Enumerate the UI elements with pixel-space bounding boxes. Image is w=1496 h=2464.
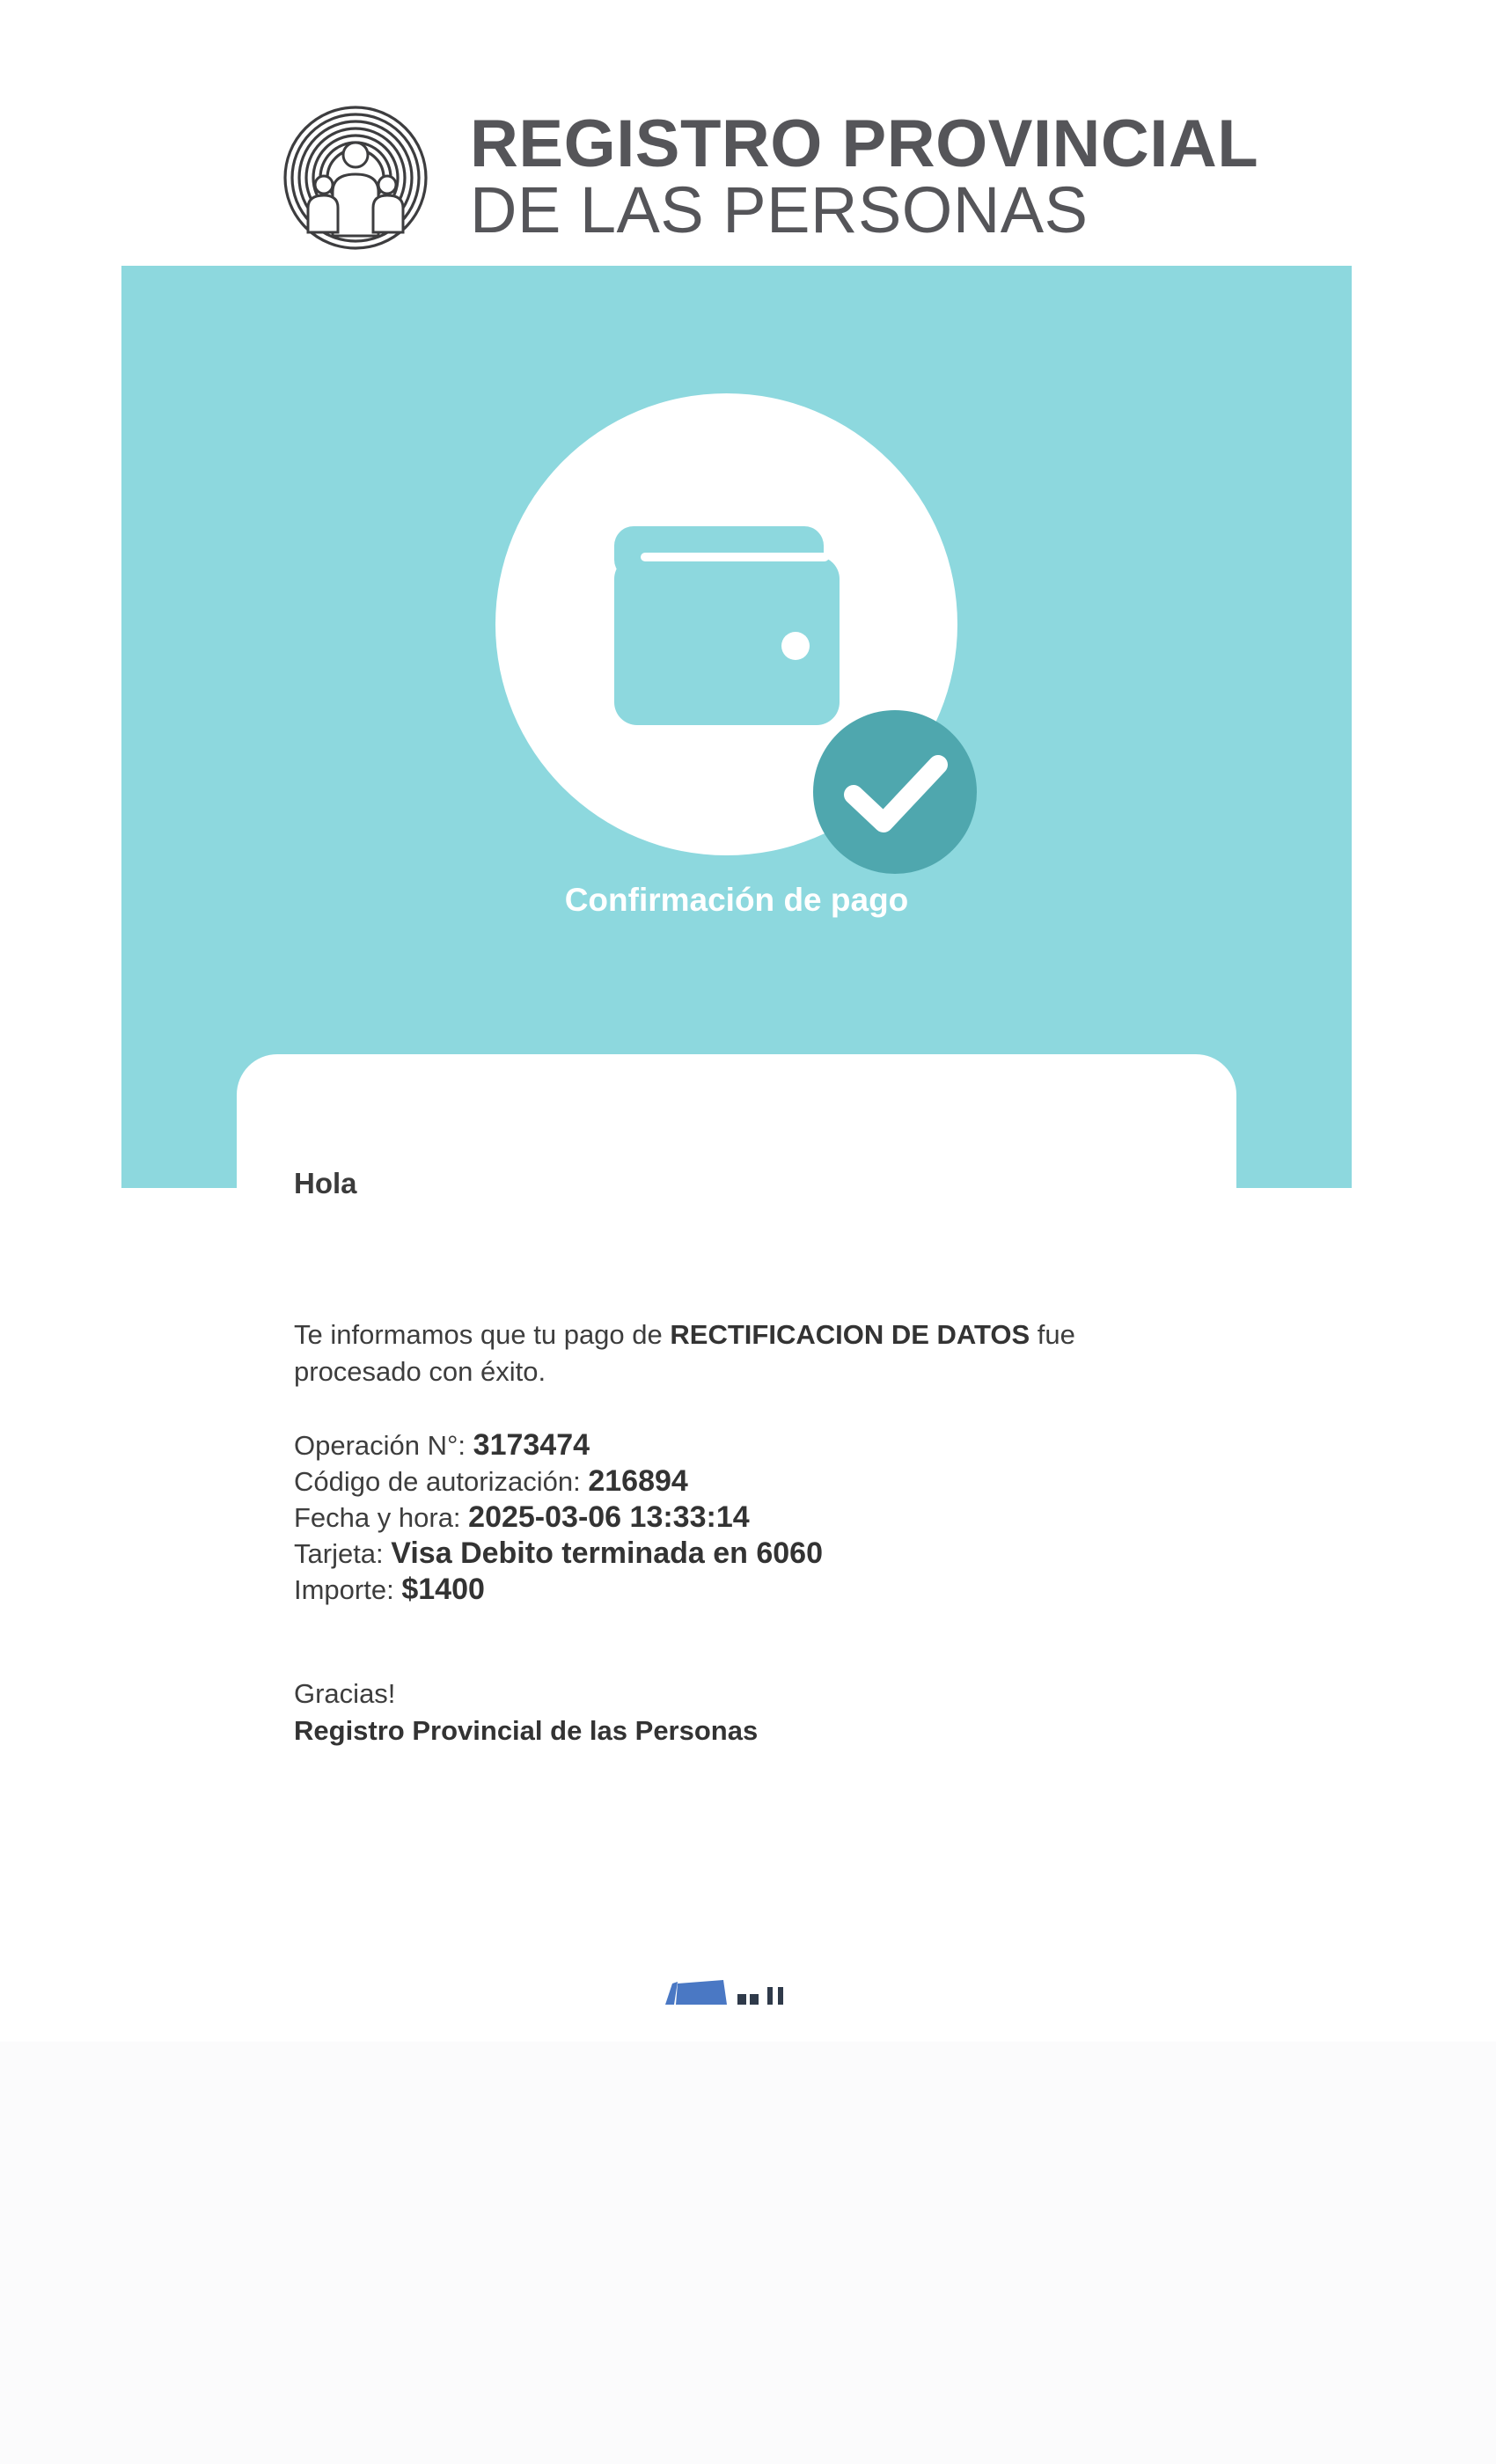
detail-label: Tarjeta: [294,1538,384,1569]
operation-number: 3173474 [473,1428,590,1462]
payment-amount: $1400 [401,1573,485,1606]
fingerprint-logo-icon [282,104,429,252]
wallet-icon [614,526,840,725]
authorization-code: 216894 [588,1464,688,1498]
payment-message [294,1316,1174,1390]
message-suffix: fue procesado con éxito. [294,1319,1075,1387]
checkmark-icon [813,710,977,874]
closing-block [294,1676,758,1749]
detail-label: Código de autorización: [294,1466,581,1497]
service-name: RECTIFICACION DE DATOS [670,1319,1030,1350]
detail-row-datetime [294,1500,823,1536]
detail-row-amount [294,1572,823,1608]
detail-label: Fecha y hora: [294,1502,461,1533]
greeting: Hola [294,1167,357,1199]
signature: Registro Provincial de las Personas [294,1715,759,1746]
content-card [237,1054,1236,1188]
payment-details [294,1427,823,1608]
message-prefix: Te informamos que tu pago de [294,1319,663,1350]
check-badge [813,710,977,874]
detail-row-card [294,1536,823,1572]
detail-row-operation [294,1427,823,1463]
brand-title: REGISTRO PROVINCIAL [470,106,1259,181]
detail-row-auth-code [294,1463,823,1500]
confirmation-banner [121,266,1352,1188]
brand-subtitle: DE LAS PERSONAS [470,173,1089,246]
brand-header [282,104,1259,253]
detail-label: Importe: [294,1574,394,1605]
closing-text: Gracias! [294,1678,396,1709]
detail-label: Operación N°: [294,1430,466,1461]
card-info: Visa Debito terminada en 6060 [391,1536,823,1570]
confirmation-title: Confirmación de pago [564,882,909,918]
page-lower-background [0,2042,1496,2464]
payment-datetime: 2025-03-06 13:33:14 [468,1500,750,1534]
footer-logo-icon [662,1978,838,2005]
